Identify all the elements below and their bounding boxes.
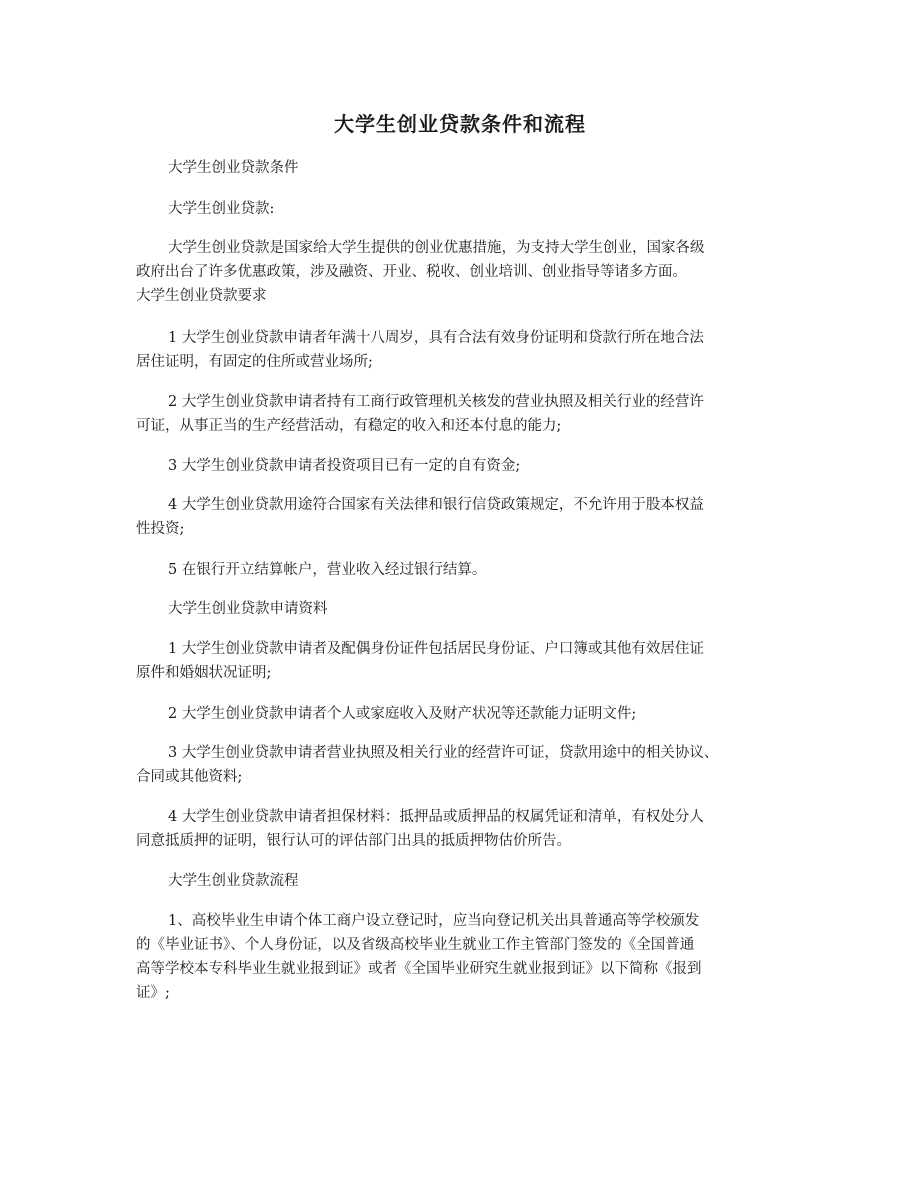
list-item-line: 1 大学生创业贷款申请者年满十八周岁，具有合法有效身份证明和贷款行所在地合法 [168,330,704,346]
section-heading: 大学生创业贷款流程 [168,873,299,889]
list-item-line: 1 大学生创业贷款申请者及配偶身份证件包括居民身份证、户口簿或其他有效居住证 [168,641,704,657]
list-item-line: 1、高校毕业生申请个体工商户设立登记时，应当向登记机关出具普通高等学校颁发 [168,913,700,929]
paragraph-line: 政府出台了许多优惠政策，涉及融资、开业、税收、创业培训、创业指导等诸多方面。 [136,264,687,280]
subheading: 大学生创业贷款: [168,201,275,217]
list-item-line: 原件和婚姻状况证明; [136,665,272,681]
list-item-line: 4 大学生创业贷款用途符合国家有关法律和银行信贷政策规定，不允许用于股本权益 [168,497,704,513]
document-title: 大学生创业贷款条件和流程 [334,112,586,136]
list-item-line: 性投资; [136,521,185,537]
list-item-line: 3 大学生创业贷款申请者投资项目已有一定的自有资金; [168,458,521,474]
list-item-line: 居住证明，有固定的住所或营业场所; [136,354,373,370]
section-heading: 大学生创业贷款申请资料 [168,601,328,617]
list-item-line: 5 在银行开立结算帐户，营业收入经过银行结算。 [168,562,487,578]
list-item-line: 3 大学生创业贷款申请者营业执照及相关行业的经营许可证，贷款用途中的相关协议、 [168,745,719,761]
list-item-line: 证》; [136,985,170,1001]
list-item-line: 同意抵质押的证明，银行认可的评估部门出具的抵质押物估价所告。 [136,833,571,849]
list-item-line: 4 大学生创业贷款申请者担保材料：抵押品或质押品的权属凭证和清单，有权处分人 [168,809,704,825]
section-heading: 大学生创业贷款条件 [168,160,299,176]
list-item-line: 合同或其他资料; [136,769,243,785]
list-item-line: 高等学校本专科毕业生就业报到证》或者《全国毕业研究生就业报到证》以下简称《报到 [136,961,702,977]
list-item-line: 可证，从事正当的生产经营活动，有稳定的收入和还本付息的能力; [136,418,562,434]
list-item-line: 2 大学生创业贷款申请者个人或家庭收入及财产状况等还款能力证明文件; [168,706,637,722]
section-heading: 大学生创业贷款要求 [136,288,267,304]
list-item-line: 的《毕业证书》、个人身份证，以及省级高校毕业生就业工作主管部门签发的《全国普通 [136,937,695,953]
list-item-line: 2 大学生创业贷款申请者持有工商行政管理机关核发的营业执照及相关行业的经营许 [168,394,704,410]
paragraph-line: 大学生创业贷款是国家给大学生提供的创业优惠措施，为支持大学生创业，国家各级 [168,240,705,256]
